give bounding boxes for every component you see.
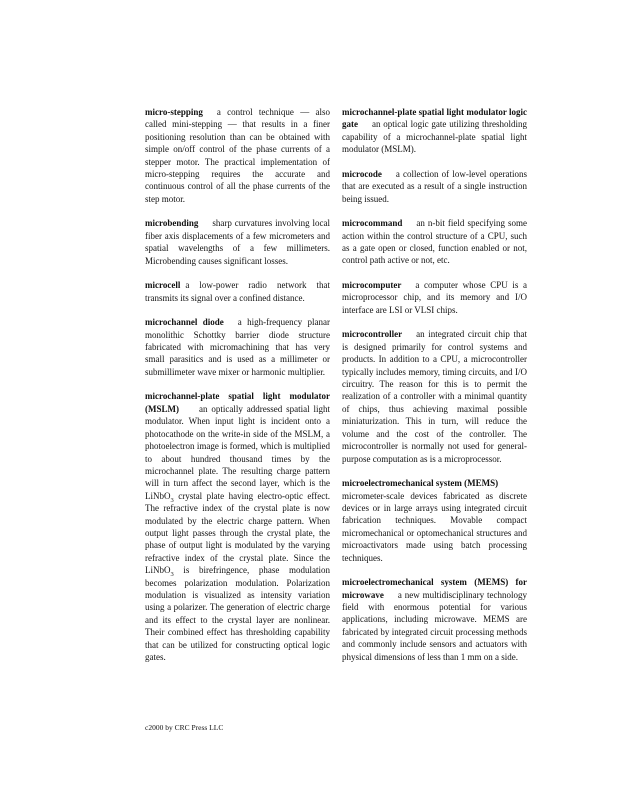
entry-mems-microwave	[342, 576, 527, 663]
entry-microcommand	[342, 217, 527, 267]
entry-term: microelectromechanical system (MEMS)	[342, 478, 499, 489]
entry-definition: a high-frequency planar monolithic Schottky barrier diode structure fabricated with micromachining that has very small parasitics and is used as a millimeter or submillimeter wave mixer or harmonic multiplier.	[145, 317, 330, 377]
right-column	[342, 106, 527, 675]
entry-term: microcell	[145, 280, 181, 291]
copyright-footer: c2000 by CRC Press LLC	[145, 723, 224, 732]
entry-microchannel-diode	[145, 316, 330, 378]
entry-term: microchannel-plate spatial light modulator logic gate	[342, 107, 527, 130]
entry-mslm-logic-gate	[342, 106, 527, 156]
subscript: 3	[170, 496, 174, 504]
entry-term: microcontroller	[342, 329, 403, 340]
entry-term: microcode	[342, 168, 382, 179]
entry-definition-part: crystal plate having electro-optic effect. The refractive index of the crystal plate is now modulated by the electric charge pattern. When output light passes through the crystal plate, the phase of output light is modulated by the varying refractive index of the crystal plate. Since the LiNbO	[145, 490, 330, 576]
entry-microcomputer	[342, 279, 527, 316]
entry-term: microcommand	[342, 218, 403, 229]
left-column	[145, 106, 330, 676]
entry-mems	[342, 477, 527, 564]
entry-definition-part: an optically addressed spatial light modulator. When input light is incident onto a photocathode on the write-in side of the MSLM, a photoelectron image is formed, which is multiplied to about hundred thousand times by the microchannel plate. The resulting charge pattern will in turn affect the second layer, which is the LiNbO	[145, 403, 330, 501]
entry-microbending	[145, 217, 330, 267]
entry-micro-stepping	[145, 106, 330, 205]
entry-definition: a control technique — also called mini-stepping — that results in a finer positioning resolution than can be obtained with simple on/off control of the phase currents of a stepper motor. The practical implementation of micro-stepping requires the accurate and continuous control of all the phase currents of the step motor.	[145, 107, 330, 204]
entry-term: microbending	[145, 218, 199, 229]
entry-definition-part: is birefringence, phase modulation becomes polarization modulation. Polarization modulation is visualized as intensity variation using a polarizer. The generation of electric charge and its effect to the crystal layer are nonlinear. Their combined effect has thresholding capability that can be utilized for constructing optical logic gates.	[145, 565, 330, 662]
subscript: 3	[170, 570, 174, 578]
entry-term: microchannel diode	[145, 317, 224, 328]
entry-term: microcomputer	[342, 280, 402, 291]
entry-microcode	[342, 168, 527, 205]
entry-microchannel-plate-slm	[145, 390, 330, 663]
entry-microcontroller	[342, 328, 527, 464]
entry-definition: micrometer-scale devices fabricated as discrete devices or in large arrays using integrated circuit fabrication techniques. Movable compact micromechanical or optomechanical structures and microactivators made using batch processing techniques.	[342, 490, 527, 563]
entry-definition: an integrated circuit chip that is designed primarily for control systems and products. In addition to a CPU, a microcontroller typically includes memory, timing circuits, and I/O circuitry. The reason for this is to permit the realization of a controller with a minimal quantity of chips, thus achieving maximal possible miniaturization. This in turn, will reduce the volume and the cost of the controller. The microcontroller is normally not used for general-purpose computation as is a microprocessor.	[342, 329, 527, 464]
entry-definition: an n-bit field specifying some action within the control structure of a CPU, such as a gate open or closed, function enabled or not, control path active or not, etc.	[342, 218, 527, 266]
entry-definition: a collection of low-level operations that are executed as a result of a single instruction being issued.	[342, 168, 527, 204]
entry-definition: a computer whose CPU is a microprocessor chip, and its memory and I/O interface are LSI or VLSI chips.	[342, 280, 527, 315]
entry-term: micro-stepping	[145, 107, 203, 117]
entry-term: microchannel-plate spatial light modulator (MSLM)	[145, 391, 330, 414]
entry-term: microelectromechanical system (MEMS) for microwave	[342, 577, 527, 600]
entry-definition: a new multidisciplinary technology field with enormous potential for various applications, including microwave. MEMS are fabricated by integrated circuit processing methods and commonly include sensors and actuators with physical dimensions of less than 1 mm on a side.	[342, 589, 527, 662]
entry-microcell	[145, 279, 330, 304]
entry-definition: sharp curvatures involving local fiber axis displacements of a few micrometers and spatial wavelengths of a few millimeters. Microbending causes significant losses.	[145, 218, 330, 266]
entry-definition: an optical logic gate utilizing thresholding capability of a microchannel-plate spatial light modulator (MSLM).	[342, 119, 527, 155]
entry-definition: a low-power radio network that transmits its signal over a confined distance.	[145, 280, 330, 303]
